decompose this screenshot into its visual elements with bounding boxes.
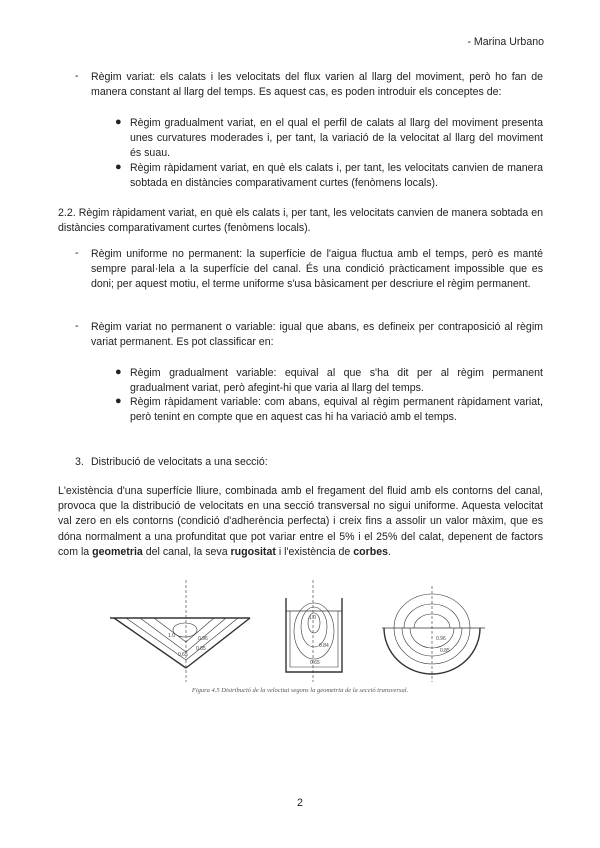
bold-rugositat: rugositat <box>230 545 276 558</box>
page-number: 2 <box>297 797 303 809</box>
isovel-label: 0.84 <box>319 643 329 649</box>
list-item-variat-no-permanent: Règim variat no permanent o variable: igual que abans, es defineix per contraposició al règim variat permanent. Es pot classificar en: <box>91 321 543 349</box>
isovel-label: 0.65 <box>310 660 320 666</box>
bullet-marker: ● <box>115 161 122 173</box>
isovel-line <box>294 603 334 659</box>
dash-marker: - <box>75 320 79 332</box>
isovel-line <box>173 623 197 637</box>
isovel-label: 1.0 <box>168 633 175 639</box>
section-title: Distribució de velocitats a una secció: <box>91 456 268 468</box>
bullet-item: Règim gradualment variable: equival al que s'ha dit per al règim permanent gradualment variat, però afegint-hi que varia al llarg del temps. <box>130 367 543 395</box>
velocity-distribution-figure <box>110 578 500 683</box>
isovel-label: 0.85 <box>440 648 450 654</box>
triangular-section <box>110 580 250 682</box>
bullet-item: Règim ràpidament variable: com abans, equival al règim permanent ràpidament variat, però tenint en compte que en aquest cas hi ha variació amb el temps. <box>130 396 543 424</box>
dash-marker: - <box>75 70 79 82</box>
bold-geometria: geometria <box>92 545 143 558</box>
channel-wall <box>186 618 250 668</box>
list-item-regim-variat: Règim variat: els calats i les velocitats del flux varien al llarg del moviment, però ho fan de manera constant al llarg del temps. Es aquest cas, es poden introduir els conceptes de: <box>91 71 543 99</box>
rectangular-section <box>286 580 342 682</box>
section-2-2: 2.2. Règim ràpidament variat, en què els calats i, per tant, les velocitats canvien de manera sobtada en distàncies comparativament curtes (fenòmens locals). <box>58 207 543 235</box>
figure-caption: Figura 4.5 Distribució de la velocitat segons la geometria de la secció transversal. <box>191 687 409 694</box>
page-header: - Marina Urbano <box>467 36 544 48</box>
bold-corbes: corbes <box>353 545 389 558</box>
bullet-item: Règim gradualment variat, en el qual el perfil de calats al llarg del moviment presenta unes curvatures moderades i, per tant, la variació de la velocitat al llarg del moviment és suau. <box>130 117 543 160</box>
velocity-paragraph: L'existència d'una superfície lliure, combinada amb el fregament del fluid amb els contorns del canal, provoca que la distribució de velocitats en una secció transversal no sigui uniforme. Aquesta velocitat val zero en els contorns (condició d'adherència perfecta) i creix fins a assolir un valor màxim, que es dóna normalment a una profunditat que pot variar entre el 5% i el 25% del calat, depenent de factors com la geometria del canal, la seva rugositat i l'existència de corbes. <box>58 485 543 558</box>
isovel-label: 0.65 <box>178 652 188 658</box>
isovel-label: 0.96 <box>198 636 208 642</box>
section-number: 3. <box>75 456 84 468</box>
bullet-marker: ● <box>115 366 122 378</box>
bullet-marker: ● <box>115 116 122 128</box>
semicircular-section <box>382 586 485 682</box>
dash-marker: - <box>75 247 79 259</box>
bullet-marker: ● <box>115 395 122 407</box>
isovel-label: 1.0 <box>309 615 316 621</box>
isovel-label: 0.96 <box>436 636 446 642</box>
list-item-uniforme-no-permanent: Règim uniforme no permanent: la superfície de l'aigua fluctua amb el temps, però es manté sempre paral·lela a la superfície del canal. És una condició pràcticament impossible que es doni; per aquest motiu, el terme uniforme s'usa bàsicament per descriure el règim permanent. <box>91 248 543 291</box>
bullet-item: Règim ràpidament variat, en què els calats i, per tant, les velocitats canvien de manera sobtada en distàncies comparativament curtes (fenòmens locals). <box>130 162 543 190</box>
isovel-label: 0.85 <box>196 646 206 652</box>
